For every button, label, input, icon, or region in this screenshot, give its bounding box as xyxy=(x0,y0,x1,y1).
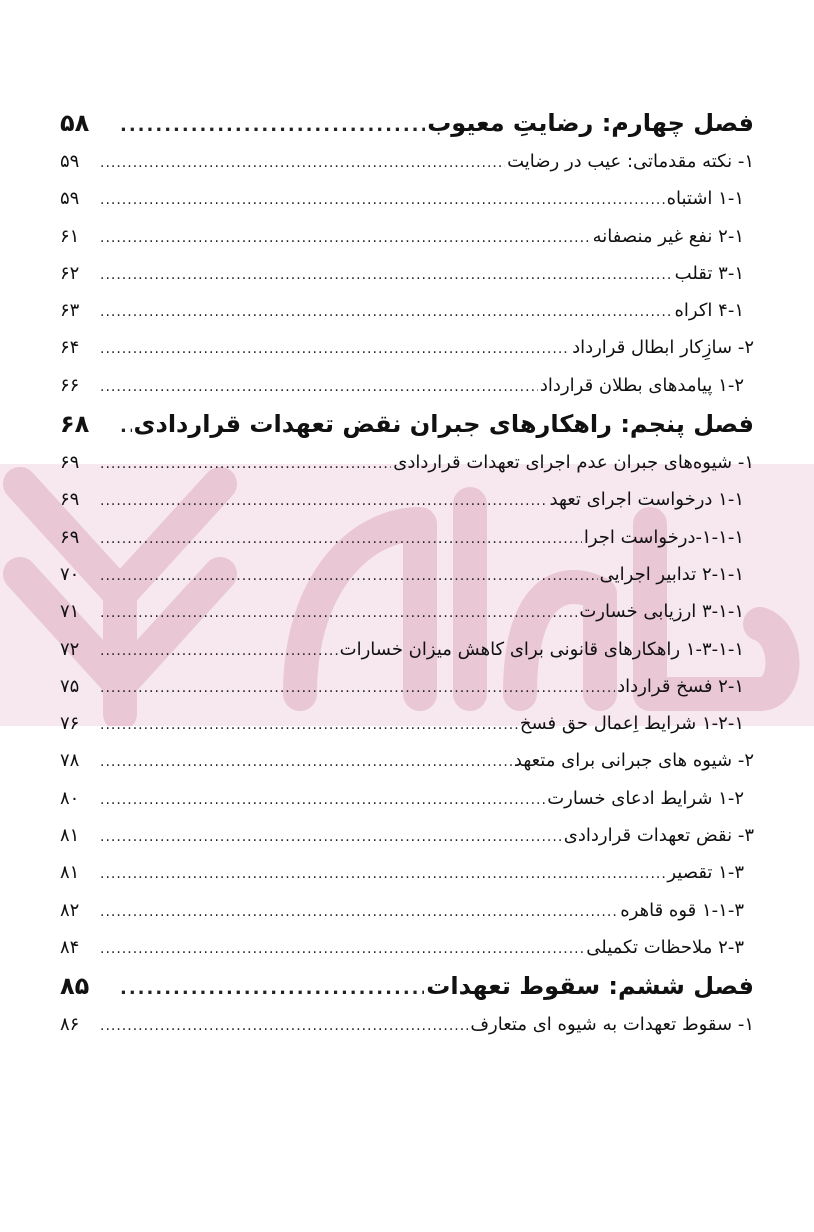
toc-entry[interactable] xyxy=(60,143,754,180)
dot-leader xyxy=(100,294,673,331)
toc-entry-title: ۲-۱ فسخ قرارداد xyxy=(617,675,744,697)
dot-leader xyxy=(100,595,577,632)
toc-page-number: ۶۹ xyxy=(60,452,80,474)
toc-entry[interactable] xyxy=(60,329,754,366)
dot-leader xyxy=(100,182,665,219)
dot-leader xyxy=(100,220,591,257)
toc-chapter[interactable] xyxy=(60,103,754,143)
toc-entry-title: ۱-۲ پیامدهای بطلان قرارداد xyxy=(539,374,744,396)
toc-entry[interactable] xyxy=(60,854,754,891)
toc-entry-title: ۲-۱ نفع غیر منصفانه xyxy=(592,225,744,247)
toc-entry[interactable] xyxy=(60,218,754,255)
toc-page-number: ۶۲ xyxy=(60,262,80,284)
toc-entry[interactable] xyxy=(60,292,754,329)
dot-leader xyxy=(100,145,505,182)
toc-entry[interactable] xyxy=(60,556,754,593)
toc-page-number: ۵۸ xyxy=(60,109,90,137)
toc-entry[interactable] xyxy=(60,1006,754,1043)
toc-entry-title: ۱-۲-۱ شرایط اِعمال حق فسخ xyxy=(519,713,744,735)
toc-entry-title: ۳-۱ تقلب xyxy=(674,262,744,284)
dot-leader xyxy=(100,744,512,781)
toc-entry-title: ۳- نقض تعهدات قراردادی xyxy=(563,825,754,847)
table-of-contents xyxy=(60,103,754,1044)
toc-page-number: ۶۴ xyxy=(60,337,80,359)
toc-page-number: ۷۰ xyxy=(60,563,80,585)
toc-page-number: ۶۹ xyxy=(60,489,80,511)
toc-entry-title: ۱-۱-۳ قوه قاهره xyxy=(620,899,744,921)
toc-entry-title: ۱-۱ اشتباه xyxy=(666,188,744,210)
toc-entry-title: ۱-۳ تقصیر xyxy=(667,862,744,884)
dot-leader xyxy=(100,707,518,744)
toc-entry-title: ۱- شیوه‌های جبران عدم اجرای تعهدات قراردادی xyxy=(393,452,754,474)
dot-leader xyxy=(100,1008,468,1045)
toc-page-number: ۶۱ xyxy=(60,225,80,247)
toc-entry[interactable] xyxy=(60,705,754,742)
dot-leader xyxy=(120,407,132,447)
toc-entry-title: ۲- سازِکار ابطال قرارداد xyxy=(572,337,754,359)
toc-entry[interactable] xyxy=(60,817,754,854)
toc-page-number: ۵۹ xyxy=(60,188,80,210)
toc-entry-title: ۱- سقوط تعهدات به شیوه ای متعارف xyxy=(470,1014,754,1036)
toc-chapter[interactable] xyxy=(60,966,754,1006)
toc-entry-title: ۱-۱-۱-درخواست اجرا xyxy=(583,526,744,548)
toc-entry-title: ۲-۳ ملاحظات تکمیلی xyxy=(586,936,744,958)
toc-entry[interactable] xyxy=(60,892,754,929)
toc-entry[interactable] xyxy=(60,631,754,668)
toc-entry[interactable] xyxy=(60,668,754,705)
dot-leader xyxy=(100,782,545,819)
toc-entry[interactable] xyxy=(60,519,754,556)
dot-leader xyxy=(100,446,391,483)
dot-leader xyxy=(100,257,673,294)
toc-entry[interactable] xyxy=(60,180,754,217)
toc-page-number: ۸۶ xyxy=(60,1014,80,1036)
toc-entry-title: ۳-۱-۱ ارزیابی خسارت xyxy=(579,601,744,623)
toc-page-number: ۸۱ xyxy=(60,862,80,884)
dot-leader xyxy=(100,558,598,595)
toc-entry[interactable] xyxy=(60,255,754,292)
toc-page-number: ۸۱ xyxy=(60,825,80,847)
toc-entry-title: ۱- نکته مقدماتی: عیب در رضایت xyxy=(507,151,754,172)
dot-leader xyxy=(100,331,570,368)
toc-entry[interactable] xyxy=(60,593,754,630)
toc-entry-title: ۱-۱ درخواست اجرای تعهد xyxy=(549,489,744,511)
toc-entry-title: فصل ششم: سقوط تعهدات xyxy=(426,972,754,1001)
toc-entry-title: ۱-۲ شرایط ادعای خسارت xyxy=(547,787,744,809)
toc-page-number: ۷۱ xyxy=(60,601,80,623)
dot-leader xyxy=(100,521,582,558)
dot-leader xyxy=(100,483,548,520)
toc-entry[interactable] xyxy=(60,929,754,966)
dot-leader xyxy=(100,633,338,670)
toc-page-number: ۷۶ xyxy=(60,713,80,735)
toc-entry-title: فصل پنجم: راهکارهای جبران نقض تعهدات قراردادی xyxy=(133,410,754,439)
dot-leader xyxy=(100,894,618,931)
toc-entry-title: فصل چهارم: رضایتِ معیوب xyxy=(427,109,754,137)
toc-page-number: ۶۳ xyxy=(60,300,80,322)
toc-entry-title: ۲- شیوه های جبرانی برای متعهد xyxy=(513,750,754,772)
toc-page-number: ۸۵ xyxy=(60,972,90,1001)
toc-page-number: ۶۸ xyxy=(60,410,90,439)
toc-chapter[interactable] xyxy=(60,404,754,444)
toc-entry[interactable] xyxy=(60,367,754,404)
toc-entry-title: ۲-۱-۱ تدابیر اجرایی xyxy=(599,563,744,585)
toc-page-number: ۷۸ xyxy=(60,750,80,772)
toc-entry[interactable] xyxy=(60,481,754,518)
toc-page-number: ۵۹ xyxy=(60,151,80,172)
toc-page-number: ۸۰ xyxy=(60,787,80,809)
toc-page-number: ۶۶ xyxy=(60,374,80,396)
toc-entry-title: ۴-۱ اکراه xyxy=(674,300,744,322)
dot-leader xyxy=(120,969,424,1009)
toc-page-number: ۸۲ xyxy=(60,899,80,921)
toc-page-number: ۷۵ xyxy=(60,675,80,697)
dot-leader xyxy=(100,856,665,893)
dot-leader xyxy=(100,369,538,406)
toc-page-number: ۷۲ xyxy=(60,638,80,660)
toc-entry-title: ۱-۳-۱-۱ راهکارهای قانونی برای کاهش میزان خسارات xyxy=(339,638,744,660)
toc-page-number: ۸۴ xyxy=(60,936,80,958)
toc-entry[interactable] xyxy=(60,444,754,481)
toc-entry[interactable] xyxy=(60,780,754,817)
toc-page-number: ۶۹ xyxy=(60,526,80,548)
dot-leader xyxy=(100,819,562,856)
dot-leader xyxy=(100,670,615,707)
dot-leader xyxy=(100,931,584,968)
toc-entry[interactable] xyxy=(60,742,754,779)
dot-leader xyxy=(120,106,425,146)
